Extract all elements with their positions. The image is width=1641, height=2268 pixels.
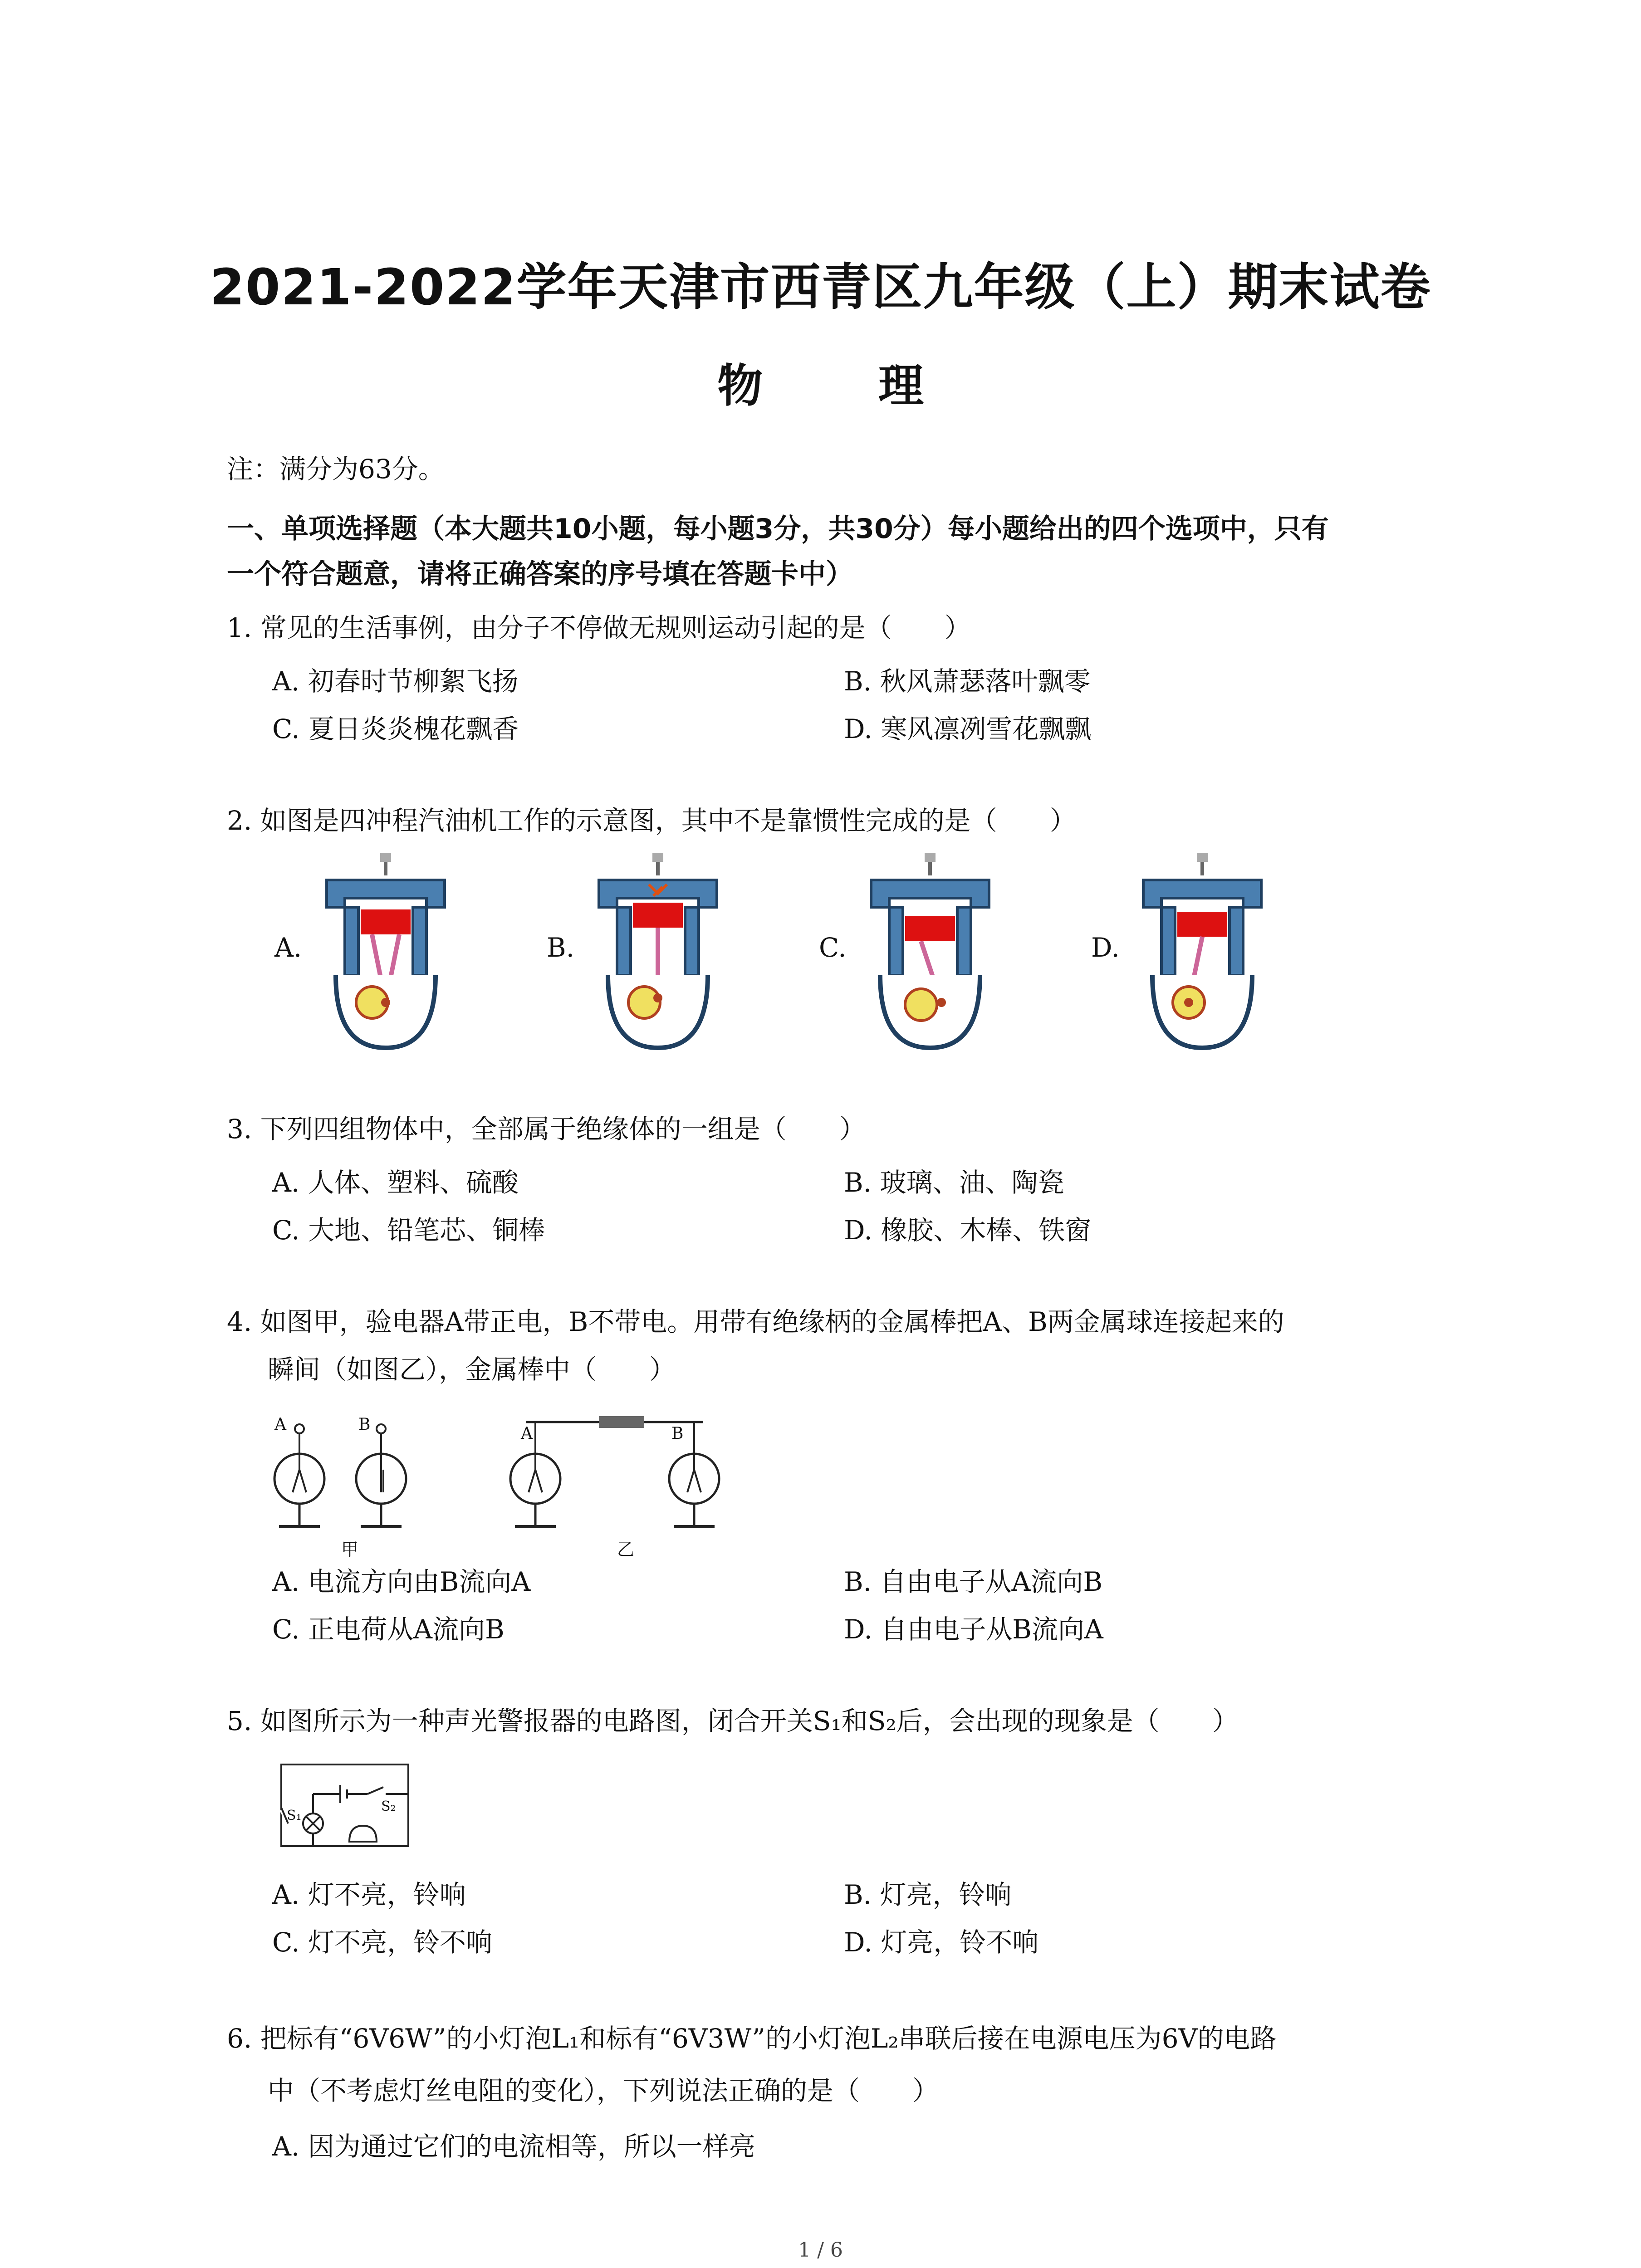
q2-label-b: B.: [547, 932, 575, 963]
q6-stem-line1: 6. 把标有“6V6W”的小灯泡L₁和标有“6V3W”的小灯泡L₂串联后接在电源电压为6V的电路: [227, 2023, 1277, 2054]
circuit-label-s2: S₂: [381, 1799, 396, 1814]
q5-option-d: D. 灯亮，铃不响: [844, 1927, 1039, 1958]
q6-option-a: A. 因为通过它们的电流相等，所以一样亮: [272, 2131, 755, 2162]
q4-option-b: B. 自由电子从A流向B: [844, 1566, 1103, 1597]
q1-option-d: D. 寒风凛冽雪花飘飘: [844, 714, 1092, 744]
fig-caption-yi: 乙: [617, 1540, 635, 1559]
engine-diagram-d: [1134, 853, 1270, 1052]
fig-label-a-yi: A: [521, 1424, 533, 1443]
q3-option-c: C. 大地、铅笔芯、铜棒: [272, 1215, 545, 1246]
q4-stem-line1: 4. 如图甲，验电器A带正电，B不带电。用带有绝缘柄的金属棒把A、B两金属球连接起来的: [227, 1306, 1284, 1337]
q1-stem: 1. 常见的生活事例，由分子不停做无规则运动引起的是（ ）: [227, 612, 971, 643]
q6-stem-line2: 中（不考虑灯丝电阻的变化），下列说法正确的是（ ）: [268, 2075, 939, 2106]
section-heading-line2: 一个符合题意，请将正确答案的序号填在答题卡中）: [227, 558, 853, 590]
fig-label-b-yi: B: [671, 1424, 684, 1443]
q4-option-a: A. 电流方向由B流向A: [272, 1566, 531, 1597]
circuit-label-s1: S₁: [287, 1808, 302, 1823]
page-subtitle: 物 理: [717, 359, 974, 412]
engine-diagram-c: [862, 853, 998, 1052]
q4-option-c: C. 正电荷从A流向B: [272, 1614, 505, 1645]
q1-option-b: B. 秋风萧瑟落叶飘零: [844, 666, 1091, 697]
q2-stem: 2. 如图是四冲程汽油机工作的示意图，其中不是靠惯性完成的是（ ）: [227, 805, 1076, 836]
q3-option-b: B. 玻璃、油、陶瓷: [844, 1167, 1064, 1198]
q3-option-a: A. 人体、塑料、硫酸: [272, 1167, 519, 1198]
q2-label-c: C.: [819, 932, 847, 963]
q5-option-b: B. 灯亮，铃响: [844, 1879, 1012, 1910]
q2-label-a: A.: [274, 932, 302, 963]
fig-label-a-jia: A: [274, 1415, 286, 1434]
fig-label-b-jia: B: [358, 1415, 371, 1434]
q3-stem: 3. 下列四组物体中，全部属于绝缘体的一组是（ ）: [227, 1114, 866, 1144]
q5-option-a: A. 灯不亮，铃响: [272, 1879, 466, 1910]
engine-diagram-a: [318, 853, 454, 1052]
score-note: 注：满分为63分。: [227, 454, 445, 484]
fig-caption-jia: 甲: [341, 1540, 359, 1559]
q4-option-d: D. 自由电子从B流向A: [844, 1614, 1103, 1645]
page-number: 1 / 6: [798, 2239, 843, 2262]
page-title: 2021-2022学年天津市西青区九年级（上）期末试卷: [210, 258, 1431, 316]
q5-stem: 5. 如图所示为一种声光警报器的电路图，闭合开关S₁和S₂后，会出现的现象是（ ）: [227, 1706, 1239, 1736]
q1-option-a: A. 初春时节柳絮飞扬: [272, 666, 519, 697]
q1-option-c: C. 夏日炎炎槐花飘香: [272, 714, 519, 744]
q4-stem-line2: 瞬间（如图乙），金属棒中（ ）: [268, 1354, 676, 1385]
section-heading-line1: 一、单项选择题（本大题共10小题，每小题3分，共30分）每小题给出的四个选项中，只有: [227, 513, 1329, 545]
engine-diagram-b: [590, 853, 726, 1052]
q3-option-d: D. 橡胶、木棒、铁窗: [844, 1215, 1092, 1246]
q5-option-c: C. 灯不亮，铃不响: [272, 1927, 493, 1958]
q2-label-d: D.: [1091, 932, 1120, 963]
